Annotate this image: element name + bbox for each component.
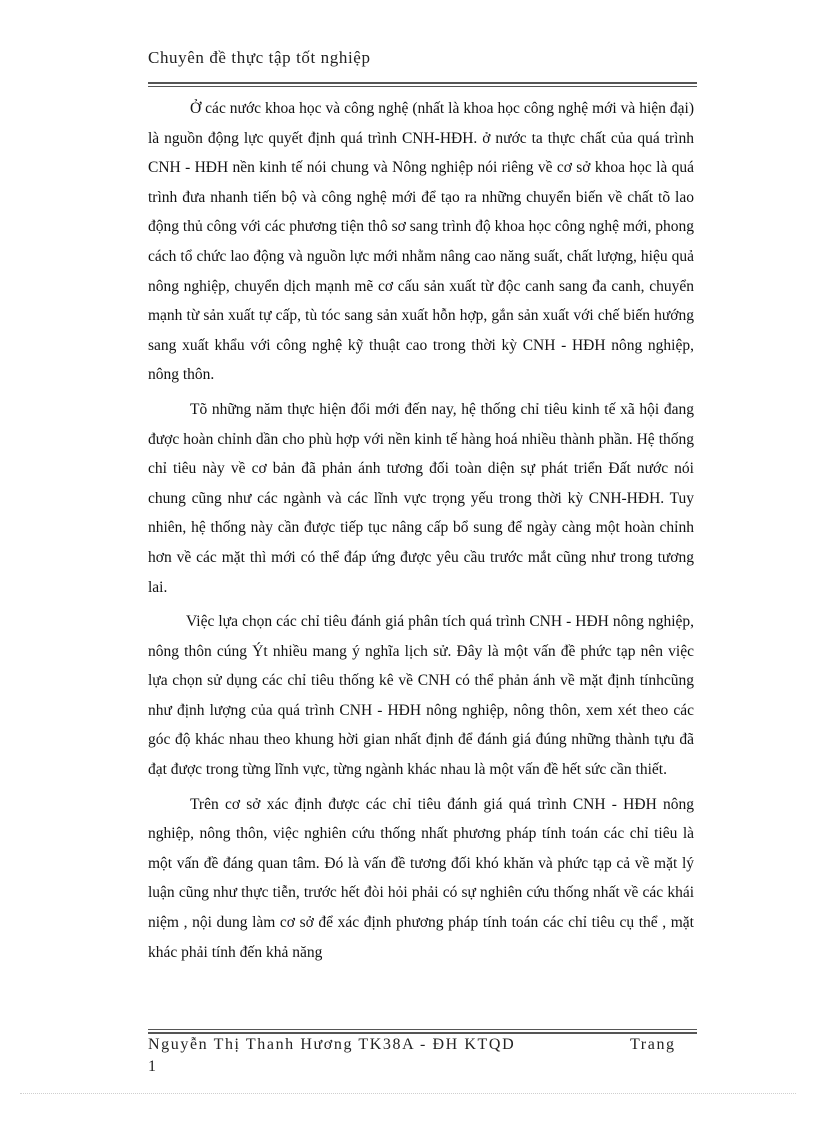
header-divider: [148, 82, 697, 84]
paragraph-1: Ở các nước khoa học và công nghệ (nhất là khoa học công nghệ mới và hiện đại) là nguồn động lực quyết định quá trình CNH-HĐH. ở nước ta thực chất của quá trình CNH - HĐH nền kinh tế nói chung và Nông nghiệp nói riêng về cơ sở khoa học là quá trình đưa nhanh tiến bộ và công nghệ mới để tạo ra những chuyển biến về chất tõ lao động thủ công với các phương tiện thô sơ sang trình độ khoa học công nghệ mới, phong cách tổ chức lao động và nguồn lực mới nhằm nâng cao năng suất, chất lượng, hiệu quả nông nghiệp, chuyển dịch mạnh mẽ cơ cấu sản xuất từ độc canh sang đa canh, chuyển mạnh từ sản xuất tự cấp, tù tóc sang sản xuất hỗn hợp, gắn sản xuất với chế biến hướng sang xuất khẩu với công nghệ kỹ thuật cao trong thời kỳ CNH - HĐH nông nghiệp, nông thôn.: [148, 100, 694, 384]
paragraph-2: Tõ những năm thực hiện đổi mới đến nay, hệ thống chỉ tiêu kinh tế xã hội đang được hoàn chỉnh dần cho phù hợp với nền kinh tế hàng hoá nhiều thành phần. Hệ thống chỉ tiêu này về cơ bản đã phản ánh tương đối toàn diện sự phát triển Đất nước nói chung cũng như các ngành và các lĩnh vực trọng yếu trong thời kỳ CNH-HĐH. Tuy nhiên, hệ thống này cần được tiếp tục nâng cấp bổ sung để ngày càng một hoàn chỉnh hơn về các mặt thì mới có thể đáp ứng được yêu cầu trước mắt cũng như trong tương lai.: [148, 400, 694, 596]
footer-divider: [148, 1032, 697, 1034]
paragraph-4: Trên cơ sở xác định được các chỉ tiêu đánh giá quá trình CNH - HĐH nông nghiệp, nông thôn, việc nghiên cứu thống nhất phương pháp tính toán các chỉ tiêu là một vấn đề đáng quan tâm. Đó là vấn đề tương đối khó khăn và phức tạp cả về mặt lý luận cũng như thực tiễn, trước hết đòi hỏi phải có sự nghiên cứu thống nhất về các khái niệm , nội dung làm cơ sở để xác định phương pháp tính toán các chỉ tiêu cụ thể , mặt khác phải tính đến khả năng: [148, 795, 694, 961]
body-text: [148, 94, 694, 972]
header-divider-thin: [148, 86, 697, 87]
footer-page-label: Trang: [630, 1036, 676, 1053]
footer-author: Nguyễn Thị Thanh Hương TK38A - ĐH KTQD: [148, 1036, 516, 1053]
paragraph-3: Việc lựa chọn các chỉ tiêu đánh giá phân tích quá trình CNH - HĐH nông nghiệp, nông thôn cúng Ýt nhiều mang ý nghĩa lịch sử. Đây là một vấn đề phức tạp nên việc lựa chọn sử dụng các chỉ tiêu thống kê về CNH có thể phản ánh về mặt định tínhcũng như định lượng của quá trình CNH - HĐH nông nghiệp, nông thôn, xem xét theo các góc độ khác nhau theo khung hời gian nhất định để đánh giá đúng những thành tựu đã đạt được trong từng lĩnh vực, từng ngành khác nhau là một vấn đề hết sức cần thiết.: [148, 613, 694, 779]
footer-page-number: 1: [148, 1058, 156, 1075]
page-edge-divider: [20, 1093, 796, 1094]
header-title: Chuyên đề thực tập tốt nghiệp: [148, 48, 371, 67]
footer-divider-thin: [148, 1029, 697, 1030]
